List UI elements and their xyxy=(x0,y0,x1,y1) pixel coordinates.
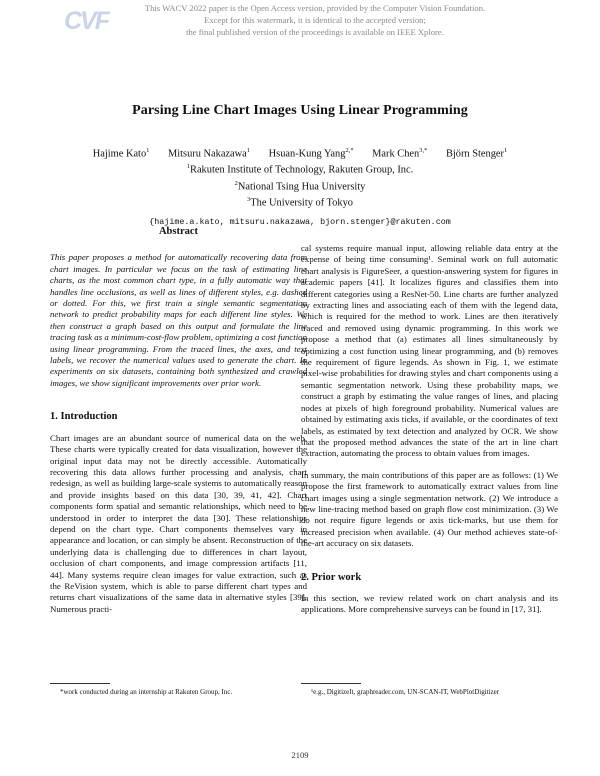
left-column xyxy=(50,226,307,615)
affiliation-mark: 1 xyxy=(186,163,191,171)
contributions-paragraph: In summary, the main contributions of this paper are as follows: (1) We propose the first framework to automatically extract values from line chart images using a single segmentation network. (2) We introduce a new line-tracing method based on graph flow cost minimization. (3) We do not require figure legends or axis tick-marks, but use them for increased precision when available. (4) Our method achieves state-of-the-art accuracy on six datasets. xyxy=(301,469,558,549)
introduction-continued-paragraph: cal systems require manual input, allowing reliable data entry at the expense of being time consuming¹. Seminal work on full automatic chart analysis is FigureSeer, a question-answering system for figures in academic papers [41]. It localizes figures and classifies them into different categories using a ResNet-50. Line charts are further analyzed by extracting lines and associating each of them with the legend data, which is required for the method to work. Lines are then iteratively traced and removed using dynamic programming. In this work we propose a method that (a) estimates all lines simultaneously by optimizing a cost function using linear programming, and (b) removes the requirement of figure legends. As shown in Fig. 1, we estimate pixel-wise probabilities for drawing styles and chart components using a semantic segmentation network. Using these probability maps, we construct a graph by estimating the value ranges of lines, and placing nodes at pixels of high foreground probability. Numerical values are obtained by estimating axis ticks, if available, or the coordinates of text labels, as estimated by text detection and analyzed by OCR. We show that the proposed method advances the state of the art in line chart extraction, automating the process to obtain values from images. xyxy=(301,243,558,459)
watermark-line-1: This WACV 2022 paper is the Open Access version, provided by the Computer Vision Foundation. xyxy=(144,3,486,13)
author-block xyxy=(0,144,600,229)
abstract-heading: Abstract xyxy=(158,226,199,237)
author-affiliation-mark: 1 xyxy=(503,147,508,154)
author-name: Björn Stenger xyxy=(445,148,504,160)
author-affiliation-mark: 1 xyxy=(246,147,251,154)
author-emails: {hajime.a.kato, mitsuru.nakazawa, bjorn.stenger}@rakuten.com xyxy=(149,216,451,227)
paper-title: Parsing Line Chart Images Using Linear Programming xyxy=(132,103,468,118)
right-column xyxy=(301,243,558,616)
author xyxy=(168,144,250,160)
affiliation xyxy=(0,160,600,176)
author xyxy=(446,144,507,160)
affiliation-name: National Tsing Hua University xyxy=(237,181,366,193)
author-affiliation-mark: 3,* xyxy=(419,147,428,154)
author xyxy=(269,144,354,160)
author xyxy=(372,144,427,160)
author-list xyxy=(0,144,600,160)
abstract-text: This paper proposes a method for automatically recovering data from chart images. In particular we focus on the task of estimating line charts, as the most common chart type, in a fully automatic way that handles line occlusions, as well as lines of different styles, e.g. dashed or dotted. For this, we first train a single semantic segmentation network to predict probability maps for each different line styles. We then construct a graph based on this output and formulate the line tracing task as a minimum-cost-flow problem, optimizing a cost function using linear programming. From the traced lines, the axes, and text labels, we recover the numerical values used to generate the chart. In experiments on six datasets, containing both synthesized and crawled images, we show significant improvements over prior work. xyxy=(50,252,307,388)
affiliation-name: Rakuten Institute of Technology, Rakuten Group, Inc. xyxy=(190,164,414,176)
author-affiliation-mark: 2,* xyxy=(345,147,354,154)
cvf-logo xyxy=(64,5,110,33)
introduction-paragraph: Chart images are an abundant source of numerical data on the web. These charts were typically created for data visualization, however the original input data may not be directly accessible. Automatically recovering this data allows further processing and analysis, chart redesign, as well as building large-scale systems to automatically reason and provide insights based on this data [30, 39, 41, 42]. Chart components form spatial and semantic relationships, which need to be understood in order to interpret the data [30]. These relationships depend on the chart type. Chart components themselves vary in appearance and location, or can simply be absent. Reconstruction of the underlying data is challenging due to differences in chart layout, occlusion of chart components, and image compression artifacts [11, 44]. Many systems require clean images for value extraction, such as the ReVision system, which is able to parse different chart types and returns chart visualizations of the same data in alternative styles [39]. Numerous practi- xyxy=(50,432,307,614)
affiliation xyxy=(0,177,600,193)
author-affiliation-mark: 1 xyxy=(146,147,150,154)
watermark-line-3: the final published version of the proceedings is available on IEEE Xplore. xyxy=(186,27,444,37)
author-name: Hsuan-Kung Yang xyxy=(268,148,346,160)
prior-work-heading: 2. Prior work xyxy=(301,571,362,583)
left-footnote-rule xyxy=(50,683,110,684)
author-name: Hajime Kato xyxy=(92,148,147,160)
cvf-logo-text: CVF xyxy=(64,7,108,33)
watermark-line-2: Except for this watermark, it is identical to the accepted version; xyxy=(204,15,426,25)
right-footnote: ¹e.g., DigitizeIt, graphreader.com, UN-SCAN-IT, WebPlotDigitizer xyxy=(311,688,500,696)
affiliation xyxy=(0,193,600,209)
page-number: 2109 xyxy=(291,750,309,760)
affiliation-mark: 2 xyxy=(234,179,238,187)
author xyxy=(93,144,150,160)
affiliation-name: The University of Tokyo xyxy=(250,197,353,209)
right-footnote-rule xyxy=(301,683,361,684)
author-name: Mark Chen xyxy=(372,148,420,160)
open-access-watermark xyxy=(120,2,510,38)
prior-work-paragraph: In this section, we review related work on chart analysis and its applications. More comprehensive surveys can be found in [17, 31]. xyxy=(301,592,558,615)
affiliation-mark: 3 xyxy=(247,196,251,204)
author-name: Mitsuru Nakazawa xyxy=(168,148,247,160)
left-footnote: *work conducted during an internship at Rakuten Group, Inc. xyxy=(60,688,233,696)
introduction-heading: 1. Introduction xyxy=(50,411,118,423)
